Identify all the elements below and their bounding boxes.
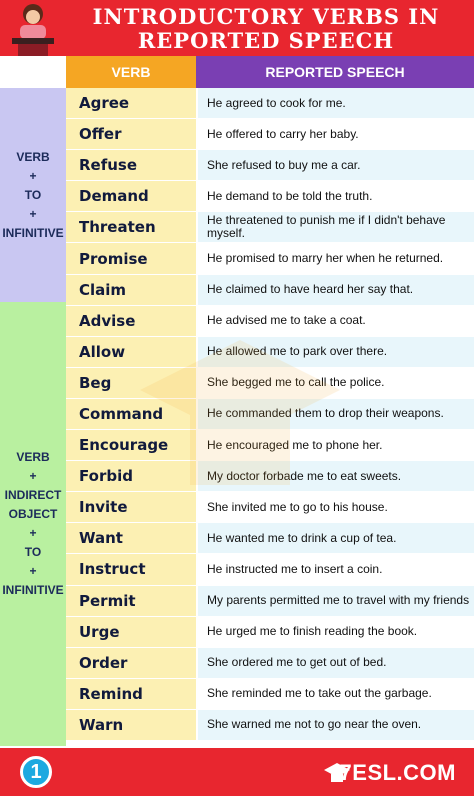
table-row xyxy=(66,554,474,585)
column-header-verb: VERB xyxy=(66,56,196,88)
example-sentence-cell: She reminded me to take out the garbage. xyxy=(198,679,474,709)
example-sentence-cell: He encouraged me to phone her. xyxy=(198,430,474,460)
example-sentence-cell: He advised me to take a coat. xyxy=(198,306,474,336)
verb-cell: Command xyxy=(66,399,196,429)
verb-cell: Instruct xyxy=(66,554,196,584)
example-sentence-cell: My parents permitted me to travel with my friends xyxy=(198,586,474,616)
verb-cell: Encourage xyxy=(66,430,196,460)
example-sentence-cell: She begged me to call the police. xyxy=(198,368,474,398)
verb-cell: Offer xyxy=(66,119,196,149)
table-row xyxy=(66,243,474,274)
group-line: + xyxy=(29,168,37,183)
example-sentence-cell: He allowed me to park over there. xyxy=(198,337,474,367)
table-row xyxy=(66,461,474,492)
group-line: OBJECT xyxy=(8,507,58,521)
column-header-reported-speech: REPORTED SPEECH xyxy=(196,56,474,88)
verb-cell: Invite xyxy=(66,492,196,522)
verb-cell: Beg xyxy=(66,368,196,398)
example-sentence-cell: He threatened to punish me if I didn't behave myself. xyxy=(198,212,474,242)
verb-cell: Order xyxy=(66,648,196,678)
group-line: + xyxy=(29,206,37,221)
group-line: INFINITIVE xyxy=(2,583,64,597)
table-row xyxy=(66,119,474,150)
table-row xyxy=(66,492,474,523)
verb-table xyxy=(66,88,474,741)
group-verb-object-to-infinitive xyxy=(0,302,66,746)
group-line: INDIRECT xyxy=(4,488,62,502)
verb-cell: Want xyxy=(66,523,196,553)
table-row xyxy=(66,710,474,741)
table-row xyxy=(66,337,474,368)
example-sentence-cell: He wanted me to drink a cup of tea. xyxy=(198,523,474,553)
table-row xyxy=(66,523,474,554)
example-sentence-cell: He instructed me to insert a coin. xyxy=(198,554,474,584)
page-title-line2: REPORTED SPEECH xyxy=(137,28,395,53)
group-line: VERB xyxy=(16,450,50,464)
table-row xyxy=(66,648,474,679)
verb-cell: Warn xyxy=(66,710,196,740)
table-row xyxy=(66,306,474,337)
verb-cell: Urge xyxy=(66,617,196,647)
verb-cell: Remind xyxy=(66,679,196,709)
example-sentence-cell: He promised to marry her when he returned. xyxy=(198,243,474,273)
verb-cell: Refuse xyxy=(66,150,196,180)
table-row xyxy=(66,368,474,399)
example-sentence-cell: He commanded them to drop their weapons. xyxy=(198,399,474,429)
verb-cell: Threaten xyxy=(66,212,196,242)
group-line: + xyxy=(29,469,37,483)
page-title-line1: INTRODUCTORY VERBS IN xyxy=(92,4,440,29)
verb-cell: Advise xyxy=(66,306,196,336)
example-sentence-cell: She warned me not to go near the oven. xyxy=(198,710,474,740)
example-sentence-cell: He offered to carry her baby. xyxy=(198,119,474,149)
example-sentence-cell: My doctor forbade me to eat sweets. xyxy=(198,461,474,491)
group-line: TO xyxy=(24,545,42,559)
table-row xyxy=(66,679,474,710)
column-header-blank xyxy=(0,56,66,88)
table-row xyxy=(66,150,474,181)
table-row xyxy=(66,212,474,243)
table-row xyxy=(66,88,474,119)
verb-cell: Demand xyxy=(66,181,196,211)
example-sentence-cell: He demand to be told the truth. xyxy=(198,181,474,211)
brand-name: 7ESL.COM xyxy=(339,760,456,785)
verb-cell: Permit xyxy=(66,586,196,616)
verb-cell: Claim xyxy=(66,275,196,305)
group-line: + xyxy=(29,526,37,540)
table-row xyxy=(66,275,474,306)
verb-cell: Agree xyxy=(66,88,196,118)
verb-cell: Forbid xyxy=(66,461,196,491)
table-row xyxy=(66,399,474,430)
group-line: + xyxy=(29,564,37,578)
group-verb-to-infinitive xyxy=(0,88,66,302)
verb-cell: Promise xyxy=(66,243,196,273)
table-row xyxy=(66,181,474,212)
verb-cell: Allow xyxy=(66,337,196,367)
example-sentence-cell: She refused to buy me a car. xyxy=(198,150,474,180)
table-row xyxy=(66,617,474,648)
group-line: VERB xyxy=(16,149,50,164)
group-line: INFINITIVE xyxy=(2,225,64,240)
example-sentence-cell: She invited me to go to his house. xyxy=(198,492,474,522)
example-sentence-cell: He agreed to cook for me. xyxy=(198,88,474,118)
example-sentence-cell: He claimed to have heard her say that. xyxy=(198,275,474,305)
example-sentence-cell: She ordered me to get out of bed. xyxy=(198,648,474,678)
example-sentence-cell: He urged me to finish reading the book. xyxy=(198,617,474,647)
page-number-badge: 1 xyxy=(20,756,52,788)
table-row xyxy=(66,430,474,461)
table-row xyxy=(66,586,474,617)
group-line: TO xyxy=(24,187,42,202)
